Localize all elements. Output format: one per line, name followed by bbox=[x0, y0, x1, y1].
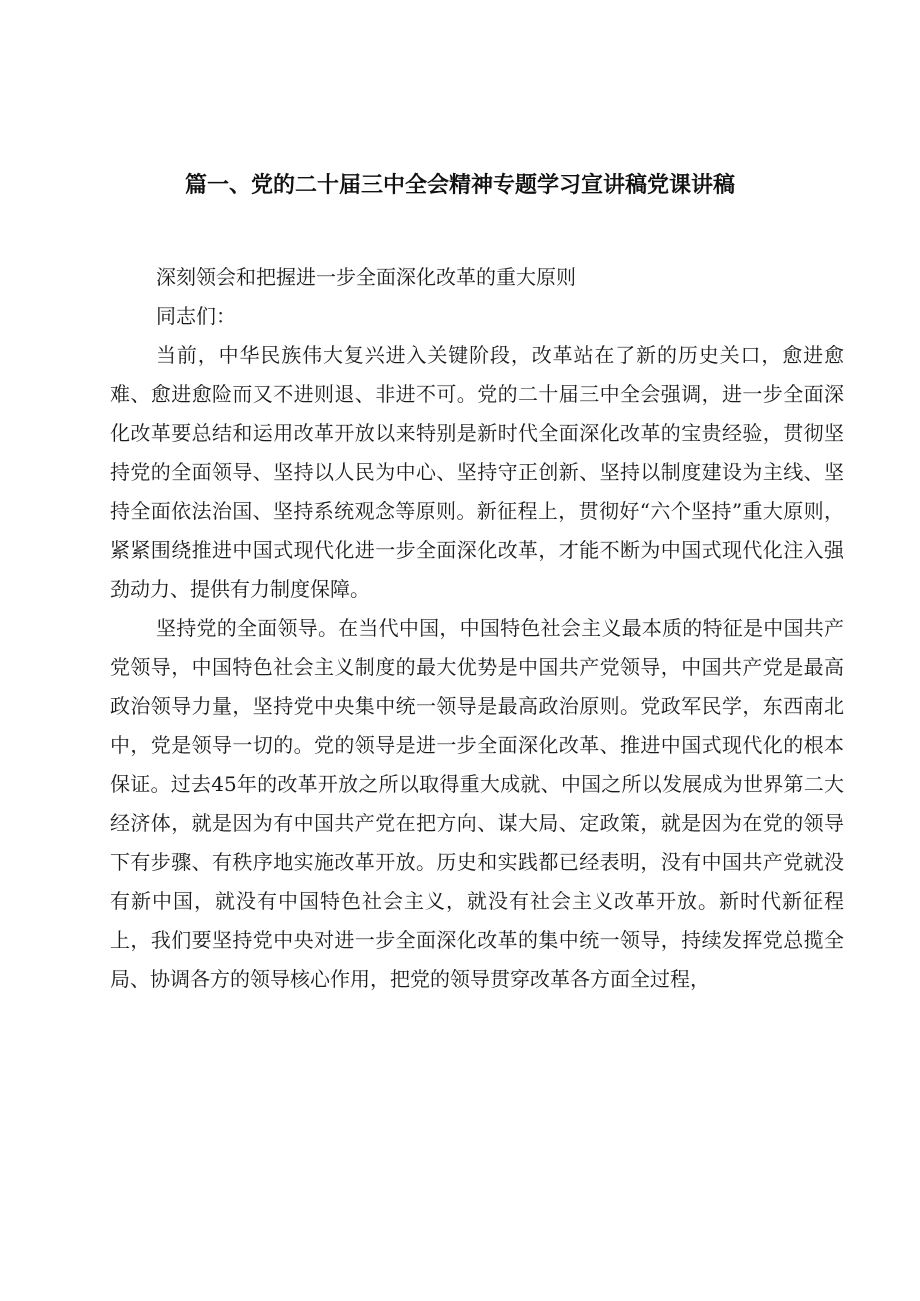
salutation: 同志们： bbox=[156, 304, 236, 328]
document-body bbox=[110, 258, 844, 999]
document-subtitle: 深刻领会和把握进一步全面深化改革的重大原则 bbox=[156, 265, 576, 289]
paragraph-1: 当前，中华民族伟大复兴进入关键阶段，改革站在了新的历史关口，愈进愈难、愈进愈险而又不进则退、非进不可。党的二十届三中全会强调，进一步全面深化改革要总结和运用改革开放以来特别是新时代全面深化改革的宝贵经验，贯彻坚持党的全面领导、坚持以人民为中心、坚持守正创新、坚持以制度建设为主线、坚持全面依法治国、坚持系统观念等原则。新征程上，贯彻好“六个坚持”重大原则，紧紧围绕推进中国式现代化进一步全面深化改革，才能不断为中国式现代化注入强劲动力、提供有力制度保障。 bbox=[110, 343, 844, 601]
paragraph-2: 坚持党的全面领导。在当代中国，中国特色社会主义最本质的特征是中国共产党领导，中国特色社会主义制度的最大优势是中国共产党领导，中国共产党是最高政治领导力量，坚持党中央集中统一领导是最高政治原则。党政军民学，东西南北中，党是领导一切的。党的领导是进一步全面深化改革、推进中国式现代化的根本保证。过去45年的改革开放之所以取得重大成就、中国之所以发展成为世界第二大经济体，就是因为有中国共产党在把方向、谋大局、定政策，就是因为在党的领导下有步骤、有秩序地实施改革开放。历史和实践都已经表明，没有中国共产党就没有新中国，就没有中国特色社会主义，就没有社会主义改革开放。新时代新征程上，我们要坚持党中央对进一步全面深化改革的集中统一领导，持续发挥党总揽全局、协调各方的领导核心作用，把党的领导贯穿改革各方面全过程， bbox=[110, 616, 844, 991]
document-title: 篇一、党的二十届三中全会精神专题学习宣讲稿党课讲稿 bbox=[184, 173, 735, 198]
